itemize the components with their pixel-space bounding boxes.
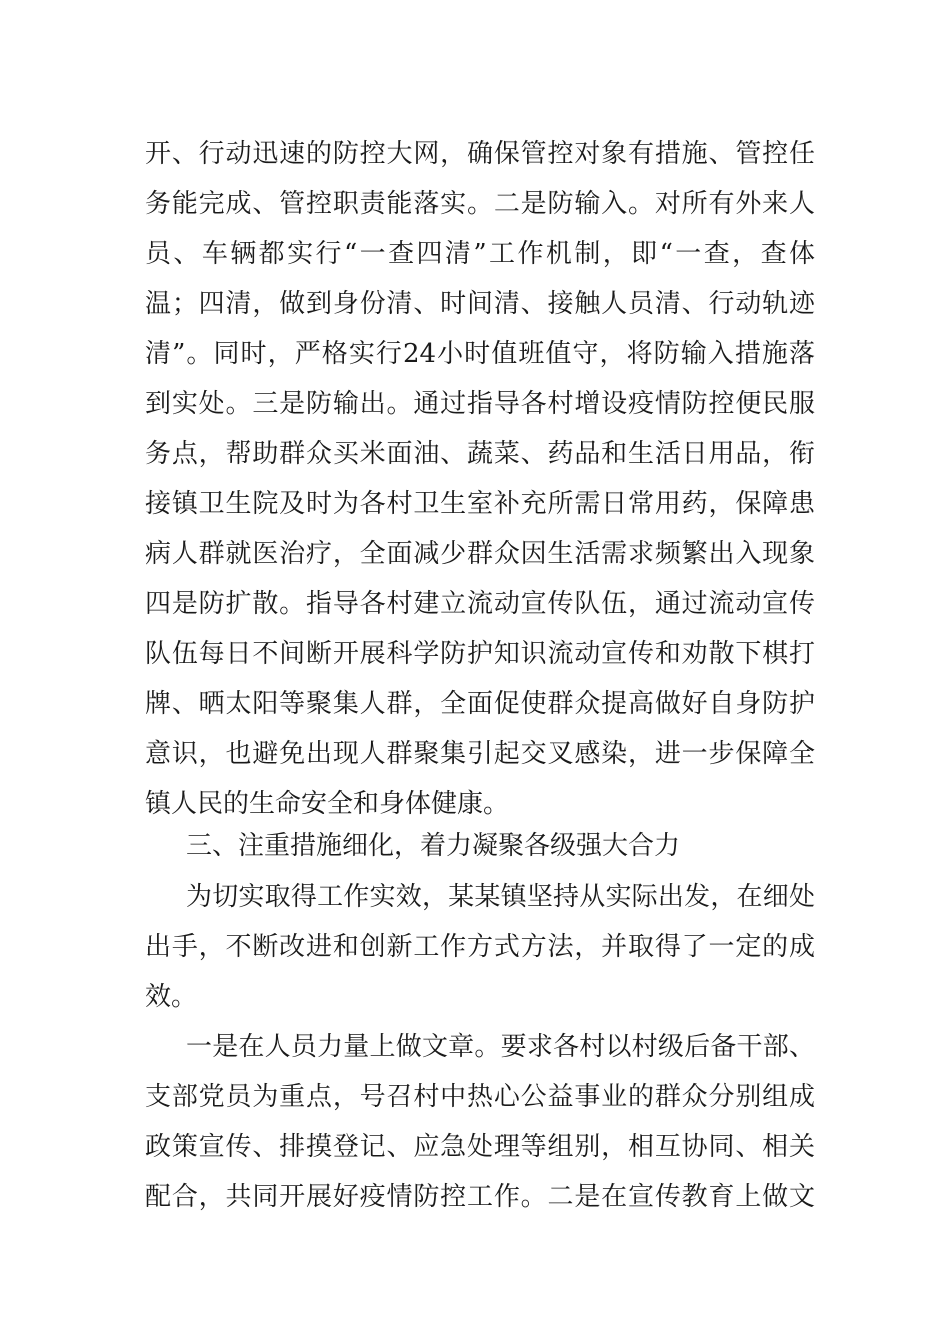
text-line: 清”。同时，严格实行24小时值班值守，将防输入措施落: [145, 339, 815, 369]
text-line: 效。: [145, 982, 198, 1012]
text-line: 务能完成、管控职责能落实。二是防输入。对所有外来人: [145, 189, 815, 219]
text-line: 出手，不断改进和创新工作方式方法，并取得了一定的成: [145, 932, 815, 962]
text-line: 接镇卫生院及时为各村卫生室补充所需日常用药，保障患: [145, 489, 815, 519]
text-line: 镇人民的生命安全和身体健康。: [145, 789, 510, 819]
text-line: 员、车辆都实行“一查四清”工作机制，即“一查，查体: [145, 239, 815, 269]
section-heading: 三、注重措施细化，着力凝聚各级强大合力: [186, 831, 681, 861]
text-line: 务点，帮助群众买米面油、蔬菜、药品和生活日用品，衔: [145, 439, 815, 469]
text-line: 温；四清，做到身份清、时间清、接触人员清、行动轨迹: [145, 289, 815, 319]
text-line: 四是防扩散。指导各村建立流动宣传队伍，通过流动宣传: [145, 589, 815, 619]
text-line: 开、行动迅速的防控大网，确保管控对象有措施、管控任: [145, 139, 815, 169]
text-line: 为切实取得工作实效，某某镇坚持从实际出发，在细处: [186, 882, 815, 912]
text-line: 牌、晒太阳等聚集人群，全面促使群众提高做好自身防护: [145, 689, 815, 719]
text-line: 意识，也避免出现人群聚集引起交叉感染，进一步保障全: [145, 739, 815, 769]
text-line: 队伍每日不间断开展科学防护知识流动宣传和劝散下棋打: [145, 639, 815, 669]
text-line: 病人群就医治疗，全面减少群众因生活需求频繁出入现象: [145, 539, 815, 569]
text-line: 支部党员为重点，号召村中热心公益事业的群众分别组成: [145, 1082, 815, 1112]
text-line: 一是在人员力量上做文章。要求各村以村级后备干部、: [186, 1032, 815, 1062]
text-line: 到实处。三是防输出。通过指导各村增设疫情防控便民服: [145, 389, 815, 419]
text-line: 配合，共同开展好疫情防控工作。二是在宣传教育上做文: [145, 1182, 815, 1212]
text-line: 政策宣传、排摸登记、应急处理等组别，相互协同、相关: [145, 1132, 815, 1162]
